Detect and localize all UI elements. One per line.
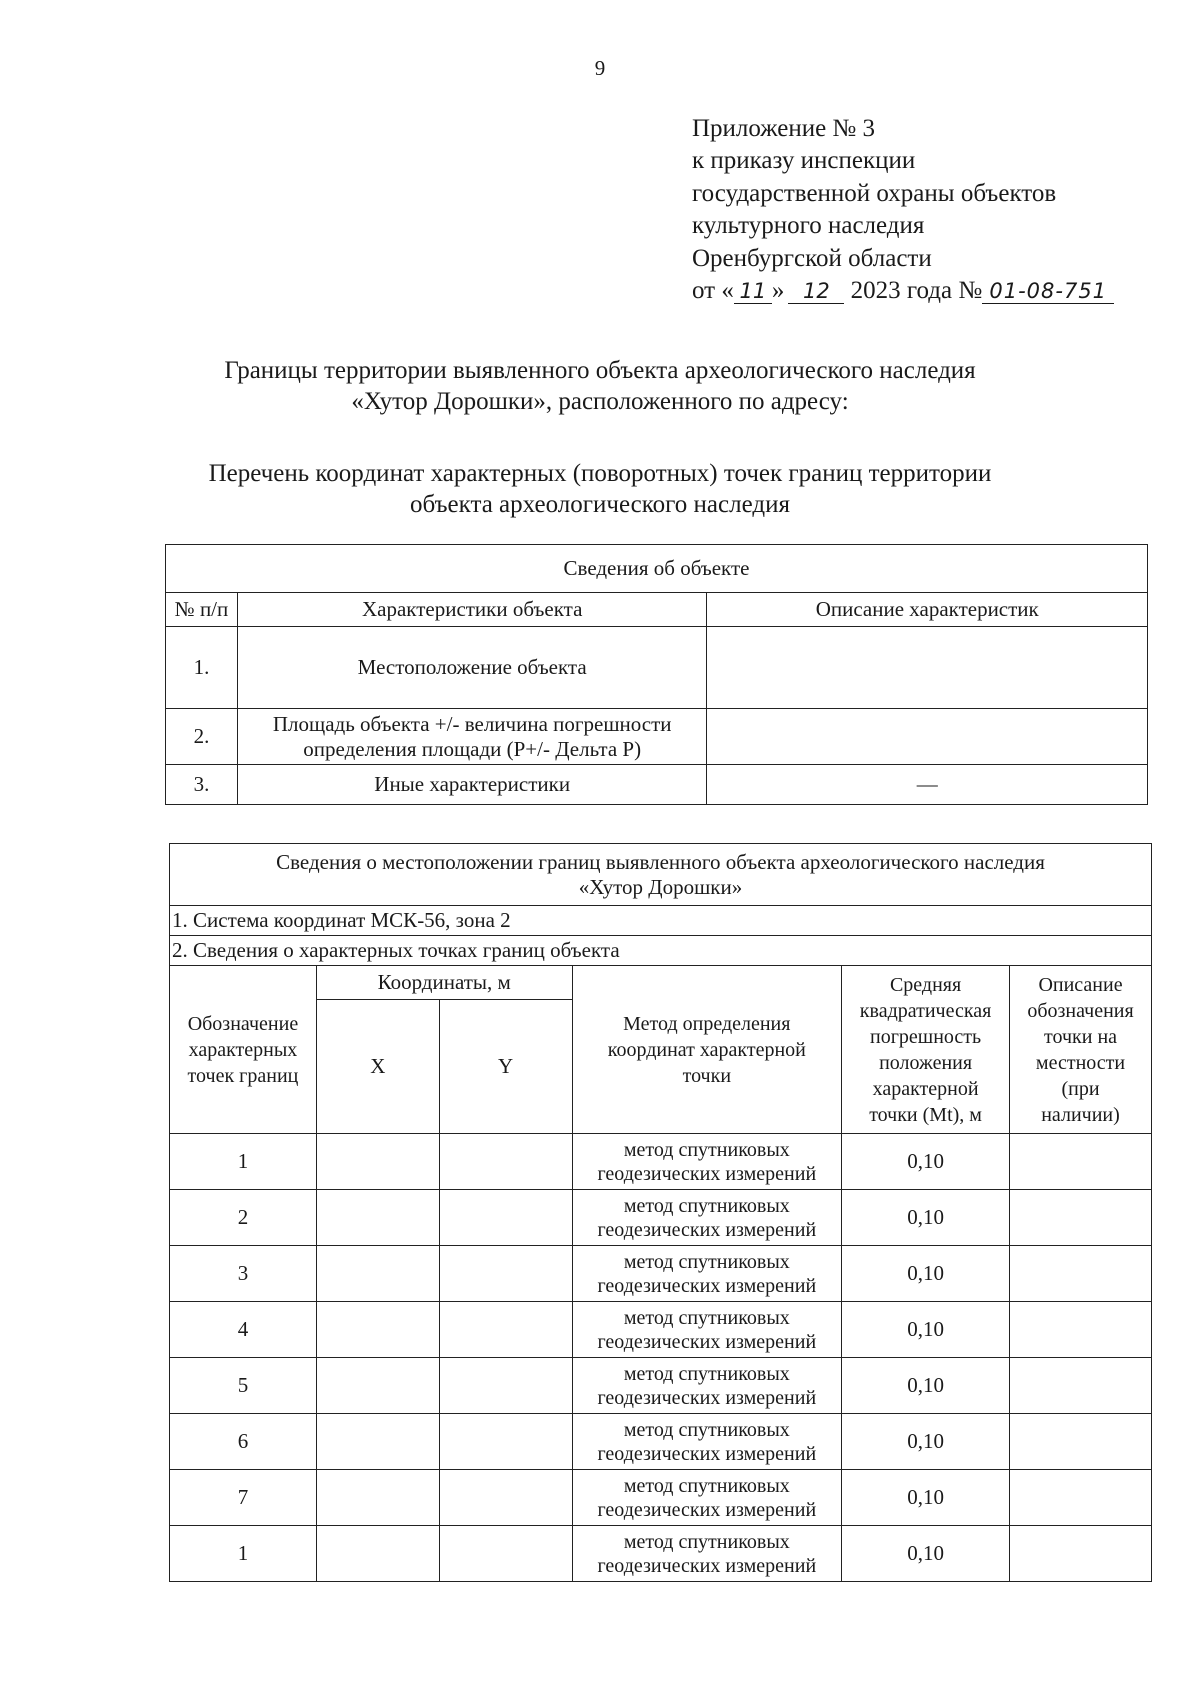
boundary-caption: [170, 844, 1152, 906]
coordinates-list-title: [0, 458, 1200, 520]
method-line-1: метод спутниковых: [623, 1306, 790, 1329]
point-cell: 7: [170, 1470, 317, 1526]
header-method: [572, 966, 842, 1134]
method-line-1: метод спутниковых: [623, 1474, 790, 1497]
boundaries-title-line-2: «Хутор Дорошки», расположенного по адресу:: [351, 388, 849, 415]
coordinates-list-title-line-1: Перечень координат характерных (поворотных) точек границ территории: [208, 460, 992, 487]
table-row: [170, 1190, 1152, 1246]
table-row: [170, 1358, 1152, 1414]
characteristic-line-1: Площадь объекта +/- величина погрешности: [272, 711, 672, 736]
page-number: 9: [594, 56, 606, 80]
error-cell: 0,10: [842, 1190, 1010, 1246]
point-description-cell: [1010, 1246, 1152, 1302]
method-line-2: геодезических измерений: [597, 1386, 817, 1409]
x-cell: [316, 1470, 439, 1526]
point-cell: 1: [170, 1526, 317, 1582]
x-cell: [316, 1358, 439, 1414]
header-designation: [170, 966, 317, 1134]
method-cell: [572, 1134, 842, 1190]
row-characteristic: [237, 709, 707, 765]
error-cell: 0,10: [842, 1526, 1010, 1582]
header-description: Описание характеристик: [707, 593, 1148, 627]
method-line-2: геодезических измерений: [597, 1162, 817, 1185]
method-line-2: геодезических измерений: [597, 1274, 817, 1297]
method-line-1: метод спутниковых: [623, 1530, 790, 1553]
point-cell: 4: [170, 1302, 317, 1358]
object-info-table: [165, 544, 1148, 805]
point-description-cell: [1010, 1190, 1152, 1246]
error-cell: 0,10: [842, 1246, 1010, 1302]
point-cell: 1: [170, 1134, 317, 1190]
method-line-1: метод спутниковых: [623, 1138, 790, 1161]
header-point-description: [1010, 966, 1152, 1134]
method-cell: [572, 1526, 842, 1582]
method-line-1: метод спутниковых: [623, 1250, 790, 1273]
header-characteristic: Характеристики объекта: [237, 593, 707, 627]
y-cell: [439, 1358, 572, 1414]
table-row: [170, 1302, 1152, 1358]
y-cell: [439, 1134, 572, 1190]
header-error-line-2: квадратическая: [859, 999, 992, 1022]
table-row: [170, 1134, 1152, 1190]
boundary-caption-line-2: «Хутор Дорошки»: [578, 874, 743, 899]
header-desc-line-1: Описание: [1038, 973, 1123, 996]
appendix-line-1: Приложение № 3: [692, 115, 876, 142]
method-line-2: геодезических измерений: [597, 1218, 817, 1241]
point-description-cell: [1010, 1134, 1152, 1190]
header-error-line-6: точки (Mt), м: [869, 1103, 982, 1126]
row-characteristic: Местоположение объекта: [237, 627, 707, 709]
method-line-2: геодезических измерений: [597, 1442, 817, 1465]
coordinate-system: 1. Система координат МСК-56, зона 2: [170, 906, 1152, 936]
points-section-title: 2. Сведения о характерных точках границ объекта: [170, 936, 1152, 966]
y-cell: [439, 1302, 572, 1358]
row-num: 1.: [166, 627, 238, 709]
header-x: X: [316, 1000, 439, 1134]
boundaries-title-line-1: Границы территории выявленного объекта археологического наследия: [224, 357, 976, 384]
header-method-line-2: координат характерной: [607, 1038, 806, 1061]
handwritten-day: 11: [734, 279, 772, 304]
y-cell: [439, 1470, 572, 1526]
date-prefix: от «: [692, 277, 734, 305]
point-description-cell: [1010, 1470, 1152, 1526]
method-line-2: геодезических измерений: [597, 1330, 817, 1353]
quote-close: »: [771, 277, 785, 305]
handwritten-order-number: 01-08-751: [982, 279, 1114, 304]
boundary-points-table: [169, 843, 1152, 1582]
y-cell: [439, 1246, 572, 1302]
header-num: № п/п: [166, 593, 238, 627]
method-line-1: метод спутниковых: [623, 1194, 790, 1217]
y-cell: [439, 1190, 572, 1246]
handwritten-month: 12: [788, 279, 844, 304]
error-cell: 0,10: [842, 1358, 1010, 1414]
header-y: Y: [439, 1000, 572, 1134]
appendix-line-2: к приказу инспекции: [692, 147, 916, 175]
header-error-line-5: характерной: [872, 1077, 979, 1100]
x-cell: [316, 1302, 439, 1358]
row-description: [707, 709, 1148, 765]
header-designation-line-3: точек границ: [187, 1064, 299, 1087]
header-desc-line-2: обозначения: [1027, 999, 1134, 1022]
point-cell: 3: [170, 1246, 317, 1302]
row-num: 2.: [166, 709, 238, 765]
header-designation-line-1: Обозначение: [187, 1012, 299, 1035]
x-cell: [316, 1526, 439, 1582]
error-cell: 0,10: [842, 1470, 1010, 1526]
method-cell: [572, 1302, 842, 1358]
row-description: —: [707, 765, 1148, 805]
point-cell: 6: [170, 1414, 317, 1470]
header-desc-line-3: точки на: [1044, 1025, 1118, 1048]
header-desc-line-4: местности: [1035, 1051, 1126, 1074]
order-date-line: [692, 275, 1114, 307]
row-description: [707, 627, 1148, 709]
header-desc-line-5: (при: [1061, 1077, 1100, 1100]
row-characteristic: Иные характеристики: [237, 765, 707, 805]
y-cell: [439, 1526, 572, 1582]
header-mean-error: [842, 966, 1010, 1134]
point-description-cell: [1010, 1358, 1152, 1414]
coordinates-list-title-line-2: объекта археологического наследия: [410, 491, 790, 518]
appendix-line-5: Оренбургской области: [692, 244, 932, 272]
table-row: [170, 1246, 1152, 1302]
year-text: 2023 года №: [844, 277, 983, 305]
method-cell: [572, 1246, 842, 1302]
point-cell: 2: [170, 1190, 317, 1246]
method-cell: [572, 1414, 842, 1470]
boundary-caption-line-1: Сведения о местоположении границ выявленного объекта археологического наследия: [276, 849, 1045, 874]
method-cell: [572, 1190, 842, 1246]
appendix-line-3: государственной охраны объектов: [692, 179, 1057, 207]
method-cell: [572, 1470, 842, 1526]
method-line-1: метод спутниковых: [623, 1362, 790, 1385]
header-method-line-3: точки: [682, 1064, 732, 1087]
point-description-cell: [1010, 1526, 1152, 1582]
point-description-cell: [1010, 1302, 1152, 1358]
method-line-1: метод спутниковых: [623, 1418, 790, 1441]
characteristic-line-2: определения площади (P+/- Дельта P): [303, 736, 642, 761]
method-line-2: геодезических измерений: [597, 1498, 817, 1521]
x-cell: [316, 1246, 439, 1302]
header-desc-line-6: наличии): [1041, 1103, 1120, 1126]
method-line-2: геодезических измерений: [597, 1554, 817, 1577]
x-cell: [316, 1414, 439, 1470]
error-cell: 0,10: [842, 1302, 1010, 1358]
x-cell: [316, 1190, 439, 1246]
table-row: [170, 1470, 1152, 1526]
appendix-header: [692, 113, 1114, 307]
header-error-line-3: погрешность: [870, 1025, 982, 1048]
error-cell: 0,10: [842, 1414, 1010, 1470]
x-cell: [316, 1134, 439, 1190]
point-description-cell: [1010, 1414, 1152, 1470]
header-coordinates: Координаты, м: [316, 966, 572, 1000]
table-row: [170, 1526, 1152, 1582]
object-info-caption: Сведения об объекте: [166, 545, 1148, 593]
table-row: [170, 1414, 1152, 1470]
appendix-line-4: культурного наследия: [692, 212, 925, 240]
header-error-line-4: положения: [879, 1051, 973, 1074]
header-error-line-1: Средняя: [889, 973, 962, 996]
row-num: 3.: [166, 765, 238, 805]
point-cell: 5: [170, 1358, 317, 1414]
header-designation-line-2: характерных: [188, 1038, 298, 1061]
header-method-line-1: Метод определения: [623, 1012, 791, 1035]
y-cell: [439, 1414, 572, 1470]
boundaries-title: [0, 355, 1200, 417]
error-cell: 0,10: [842, 1134, 1010, 1190]
method-cell: [572, 1358, 842, 1414]
